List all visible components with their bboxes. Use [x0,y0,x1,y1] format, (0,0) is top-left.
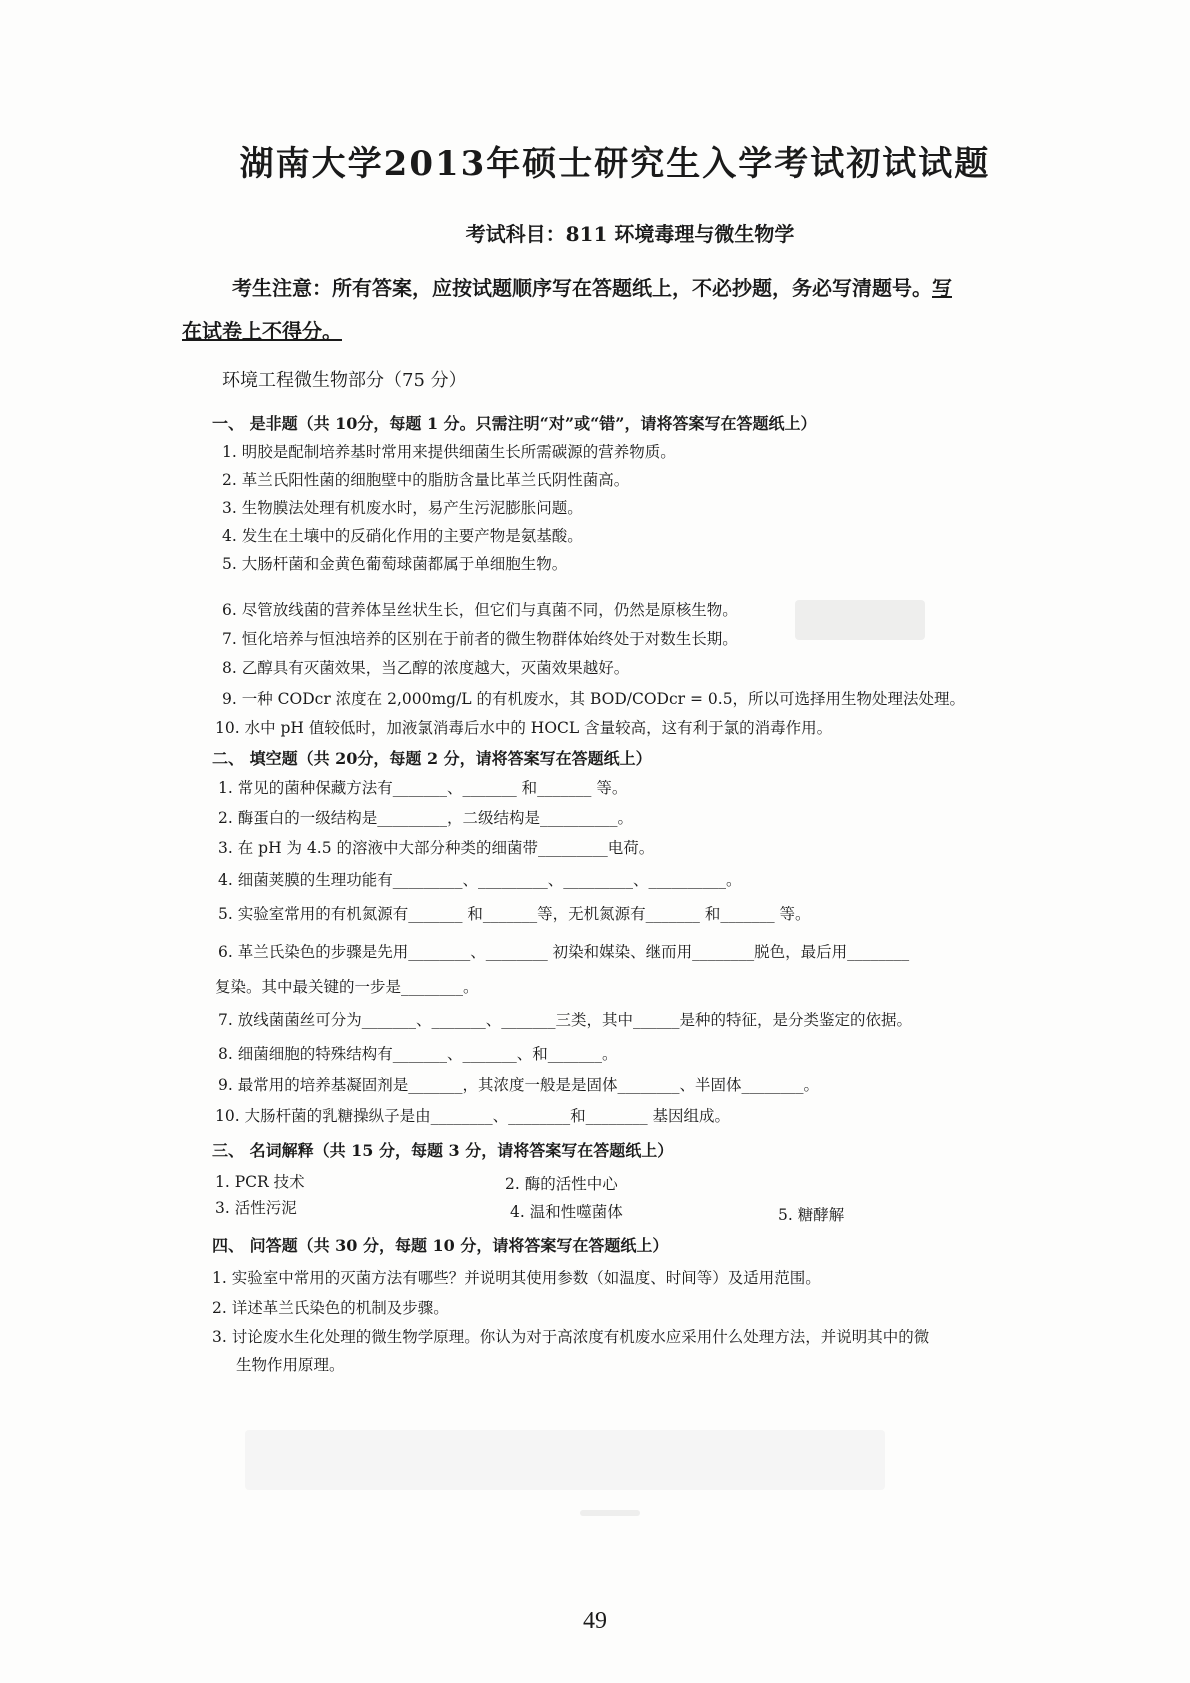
question-item: 复染。其中最关键的一步是________。 [215,978,479,996]
question-item: 9. 最常用的培养基凝固剂是_______，其浓度一般是是固体________、半固体________。 [218,1076,819,1094]
notice-line-2 [182,315,342,344]
exam-subject: 考试科目：811 环境毒理与微生物学 [465,222,795,246]
notice-line-1 [232,272,952,301]
scan-smudge [795,600,925,640]
question-item: 4. 细菌荚膜的生理功能有_________、_________、_________、__________。 [218,871,742,889]
section-4-header: 四、 问答题（共 30 分，每题 10 分，请将答案写在答题纸上） [212,1236,669,1255]
notice-underlined-start: 写 [932,276,952,300]
section-2-header: 二、 填空题（共 20分，每题 2 分，请将答案写在答题纸上） [212,749,652,768]
term-item: 1. PCR 技术 [215,1173,305,1191]
page-number: 49 [583,1608,607,1634]
section-3-header: 三、 名词解释（共 15 分，每题 3 分，请将答案写在答题纸上） [212,1141,674,1160]
question-item: 1. 常见的菌种保藏方法有_______、_______ 和_______ 等。 [218,779,628,797]
question-item: 6. 尽管放线菌的营养体呈丝状生长，但它们与真菌不同，仍然是原核生物。 [222,601,738,619]
question-item: 10. 大肠杆菌的乳糖操纵子是由________、________和________ 基因组成。 [215,1107,731,1125]
term-item: 3. 活性污泥 [215,1199,297,1217]
question-item: 9. 一种 CODcr 浓度在 2,000mg/L 的有机废水，其 BOD/CODcr = 0.5，所以可选择用生物处理法处理。 [222,690,966,708]
question-item: 4. 发生在土壤中的反硝化作用的主要产物是氨基酸。 [222,527,583,545]
term-item: 2. 酶的活性中心 [505,1175,618,1193]
question-item: 生物作用原理。 [236,1356,345,1374]
question-item: 3. 生物膜法处理有机废水时，易产生污泥膨胀问题。 [222,499,583,517]
term-item: 4. 温和性噬菌体 [510,1203,623,1221]
section-1-header: 一、 是非题（共 10分，每题 1 分。只需注明“对”或“错”，请将答案写在答题纸上） [212,414,817,433]
notice-underlined-end: 在试卷上不得分。 [182,319,342,343]
question-item: 7. 恒化培养与恒浊培养的区别在于前者的微生物群体始终处于对数生长期。 [222,630,738,648]
question-item: 7. 放线菌菌丝可分为_______、_______、_______三类，其中______是种的特征，是分类鉴定的依据。 [218,1011,912,1029]
question-item: 5. 大肠杆菌和金黄色葡萄球菌都属于单细胞生物。 [222,555,568,573]
question-item: 3. 在 pH 为 4.5 的溶液中大部分种类的细菌带_________电荷。 [218,839,655,857]
scan-smudge [245,1430,885,1490]
question-item: 8. 细菌细胞的特殊结构有_______、_______、和_______。 [218,1045,618,1063]
question-item: 1. 实验室中常用的灭菌方法有哪些？并说明其使用参数（如温度、时间等）及适用范围。 [212,1269,821,1287]
question-item: 10. 水中 pH 值较低时，加液氯消毒后水中的 HOCL 含量较高，这有利于氯的消毒作用。 [215,719,833,737]
question-item: 2. 详述革兰氏染色的机制及步骤。 [212,1299,449,1317]
scan-smudge [580,1510,640,1516]
notice-text: 考生注意：所有答案，应按试题顺序写在答题纸上，不必抄题，务必写清题号。 [232,276,932,300]
question-item: 2. 酶蛋白的一级结构是_________，二级结构是__________。 [218,809,633,827]
page-title: 湖南大学2013年硕士研究生入学考试初试试题 [239,144,991,184]
part-title: 环境工程微生物部分（75 分） [222,370,467,391]
question-item: 1. 明胶是配制培养基时常用来提供细菌生长所需碳源的营养物质。 [222,443,676,461]
question-item: 5. 实验室常用的有机氮源有_______ 和_______等，无机氮源有_______ 和_______ 等。 [218,905,811,923]
question-item: 3. 讨论废水生化处理的微生物学原理。你认为对于高浓度有机废水应采用什么处理方法，并说明其中的微 [212,1328,930,1346]
question-item: 2. 革兰氏阳性菌的细胞壁中的脂肪含量比革兰氏阴性菌高。 [222,471,630,489]
term-item: 5. 糖酵解 [778,1206,845,1224]
question-item: 8. 乙醇具有灭菌效果，当乙醇的浓度越大，灭菌效果越好。 [222,659,630,677]
question-item: 6. 革兰氏染色的步骤是先用________、________ 初染和媒染、继而用________脱色，最后用________ [218,943,910,961]
